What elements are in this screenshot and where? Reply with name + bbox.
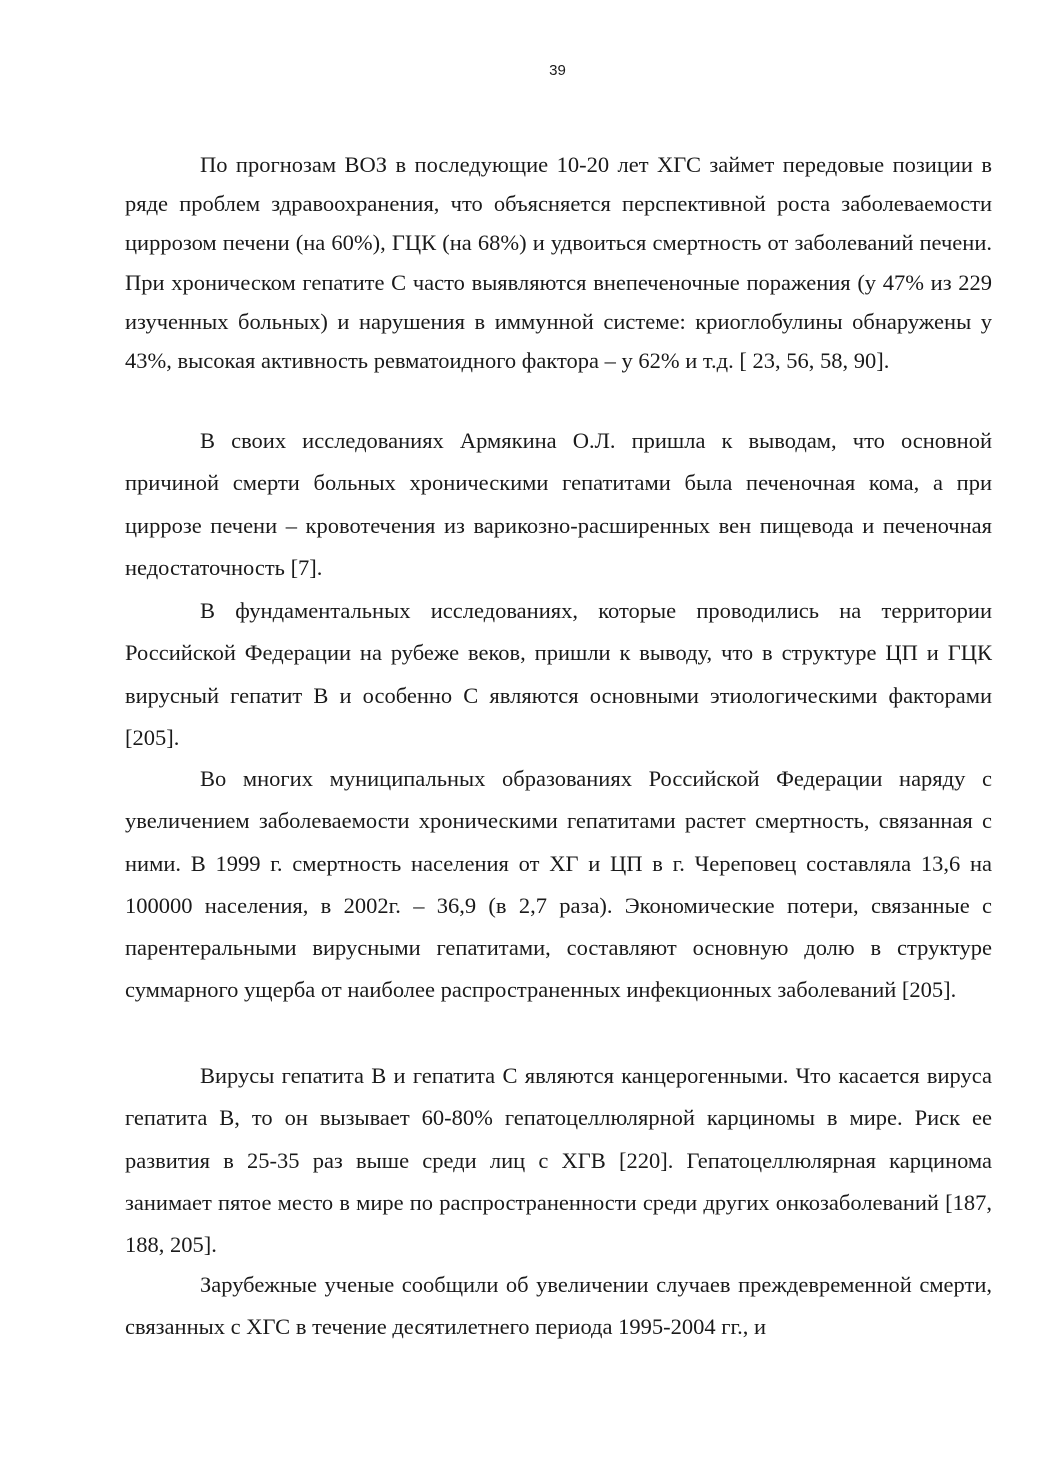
paragraph-who-forecast: По прогнозам ВОЗ в последующие 10-20 лет ХГС займет передовые позиции в ряде проблем здравоохранения, что объясняется перспективной роста заболеваемости циррозом печени (на 60%), ГЦК (на 68%) и удвоиться смертность от заболеваний печени. При хроническом гепатите С часто выявляются внепеченочные поражения (у 47% из 229 изученных больных) и нарушения в иммунной системе: криоглобулины обнаружены у 43%, высокая активность ревматоидного фактора – у 62% и т.д. [ 23, 56, 58, 90].	[125, 152, 992, 374]
paragraph-municipal-mortality: Во многих муниципальных образованиях Российской Федерации наряду с увеличением заболеваемости хроническими гепатитами растет смертность, связанная с ними. В 1999 г. смертность населения от ХГ и ЦП в г. Череповец составляла 13,6 на 100000 населения, в 2002г. – 36,9 (в 2,7 раза). Экономические потери, связанные с парентеральными вирусными гепатитами, составляют основную долю в структуре суммарного ущерба от наиболее распространенных инфекционных заболеваний [205].	[125, 766, 992, 1003]
paragraph-armyakina-study: В своих исследованиях Армякина О.Л. пришла к выводам, что основной причиной смерти больных хроническими гепатитами была печеночная кома, а при циррозе печени – кровотечения из варикозно-расширенных вен пищевода и печеночная недостаточность [7].	[125, 428, 992, 580]
page-number: 39	[549, 62, 566, 79]
paragraph-fundamental-research: В фундаментальных исследованиях, которые проводились на территории Российской Федерации на рубеже веков, пришли к выводу, что в структуре ЦП и ГЦК вирусный гепатит В и особенно С являются основными этиологическими факторами [205].	[125, 598, 992, 750]
paragraph-foreign-scientists: Зарубежные ученые сообщили об увеличении случаев преждевременной смерти, связанных с ХГС в течение десятилетнего периода 1995-2004 гг., и	[125, 1272, 992, 1340]
paragraph-carcinogenic-viruses: Вирусы гепатита В и гепатита С являются канцерогенными. Что касается вируса гепатита В, то он вызывает 60-80% гепатоцеллюлярной карциномы в мире. Риск ее развития в 25-35 раз выше среди лиц с ХГВ [220]. Гепатоцеллюлярная карцинома занимает пятое место в мире по распространенности среди других онкозаболеваний [187, 188, 205].	[125, 1063, 992, 1258]
